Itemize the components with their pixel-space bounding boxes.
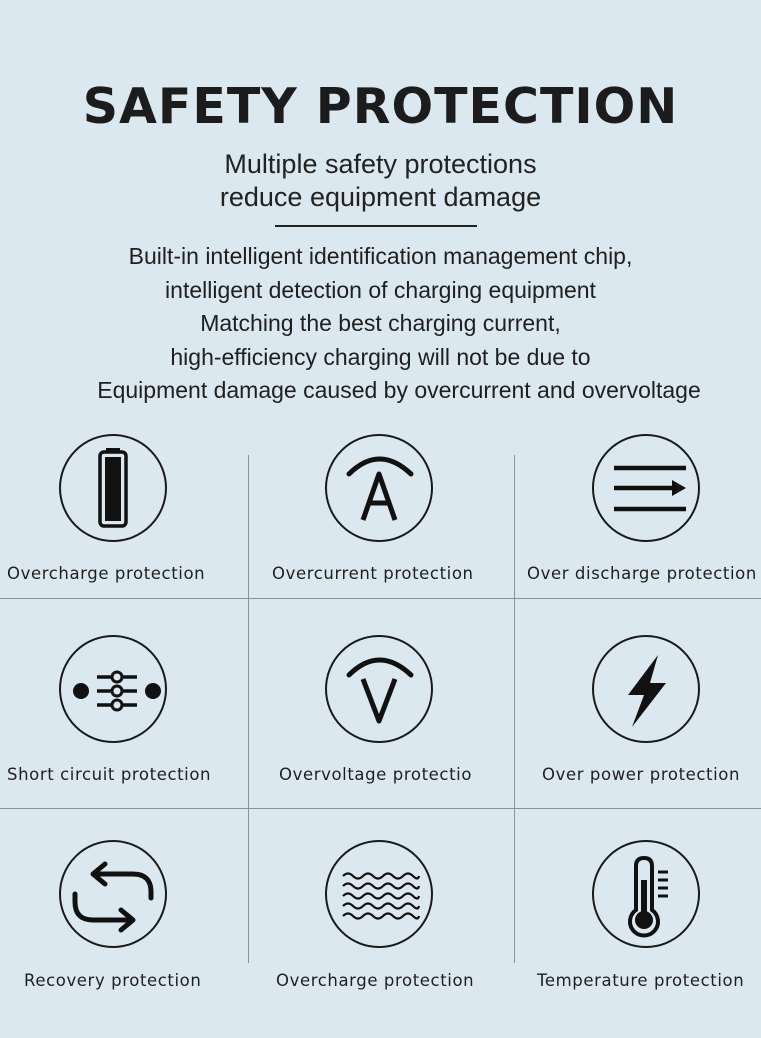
voltmeter-v-icon [325, 635, 433, 743]
battery-icon [59, 434, 167, 542]
subtitle-line-1: Multiple safety protections [224, 149, 537, 179]
description [0, 240, 761, 408]
feature-label-over-discharge: Over discharge protection [527, 564, 757, 583]
description-line: Equipment damage caused by overcurrent and overvoltage [97, 377, 701, 403]
feature-label-short-circuit: Short circuit protection [7, 765, 212, 784]
thermometer-icon [592, 840, 700, 948]
subtitle [0, 148, 761, 214]
feature-label-over-power: Over power protection [542, 765, 741, 784]
description-line: high-efficiency charging will not be due to [170, 343, 591, 370]
feature-label-recovery: Recovery protection [24, 971, 202, 990]
grid-line [0, 808, 761, 809]
feature-label-overvoltage: Overvoltage protectio [279, 765, 473, 784]
grid-line [0, 598, 761, 599]
feature-label-overcharge: Overcharge protection [7, 564, 206, 583]
description-line: intelligent detection of charging equipment [165, 276, 596, 303]
page-title: SAFETY PROTECTION [82, 78, 679, 135]
grid-line [514, 455, 515, 963]
divider [275, 225, 477, 227]
ammeter-a-icon [325, 434, 433, 542]
feature-label-temperature: Temperature protection [537, 971, 745, 990]
feature-label-overcharge-2: Overcharge protection [276, 971, 475, 990]
waves-icon [325, 840, 433, 948]
recycle-arrows-icon [59, 840, 167, 948]
arrow-lines-icon [592, 434, 700, 542]
circuit-icon [59, 635, 167, 743]
description-line: Built-in intelligent identification management chip, [128, 243, 633, 269]
subtitle-line-2: reduce equipment damage [219, 182, 542, 212]
lightning-icon [592, 635, 700, 743]
feature-label-overcurrent: Overcurrent protection [272, 564, 474, 583]
description-line: Matching the best charging current, [200, 310, 561, 336]
grid-line [248, 455, 249, 963]
